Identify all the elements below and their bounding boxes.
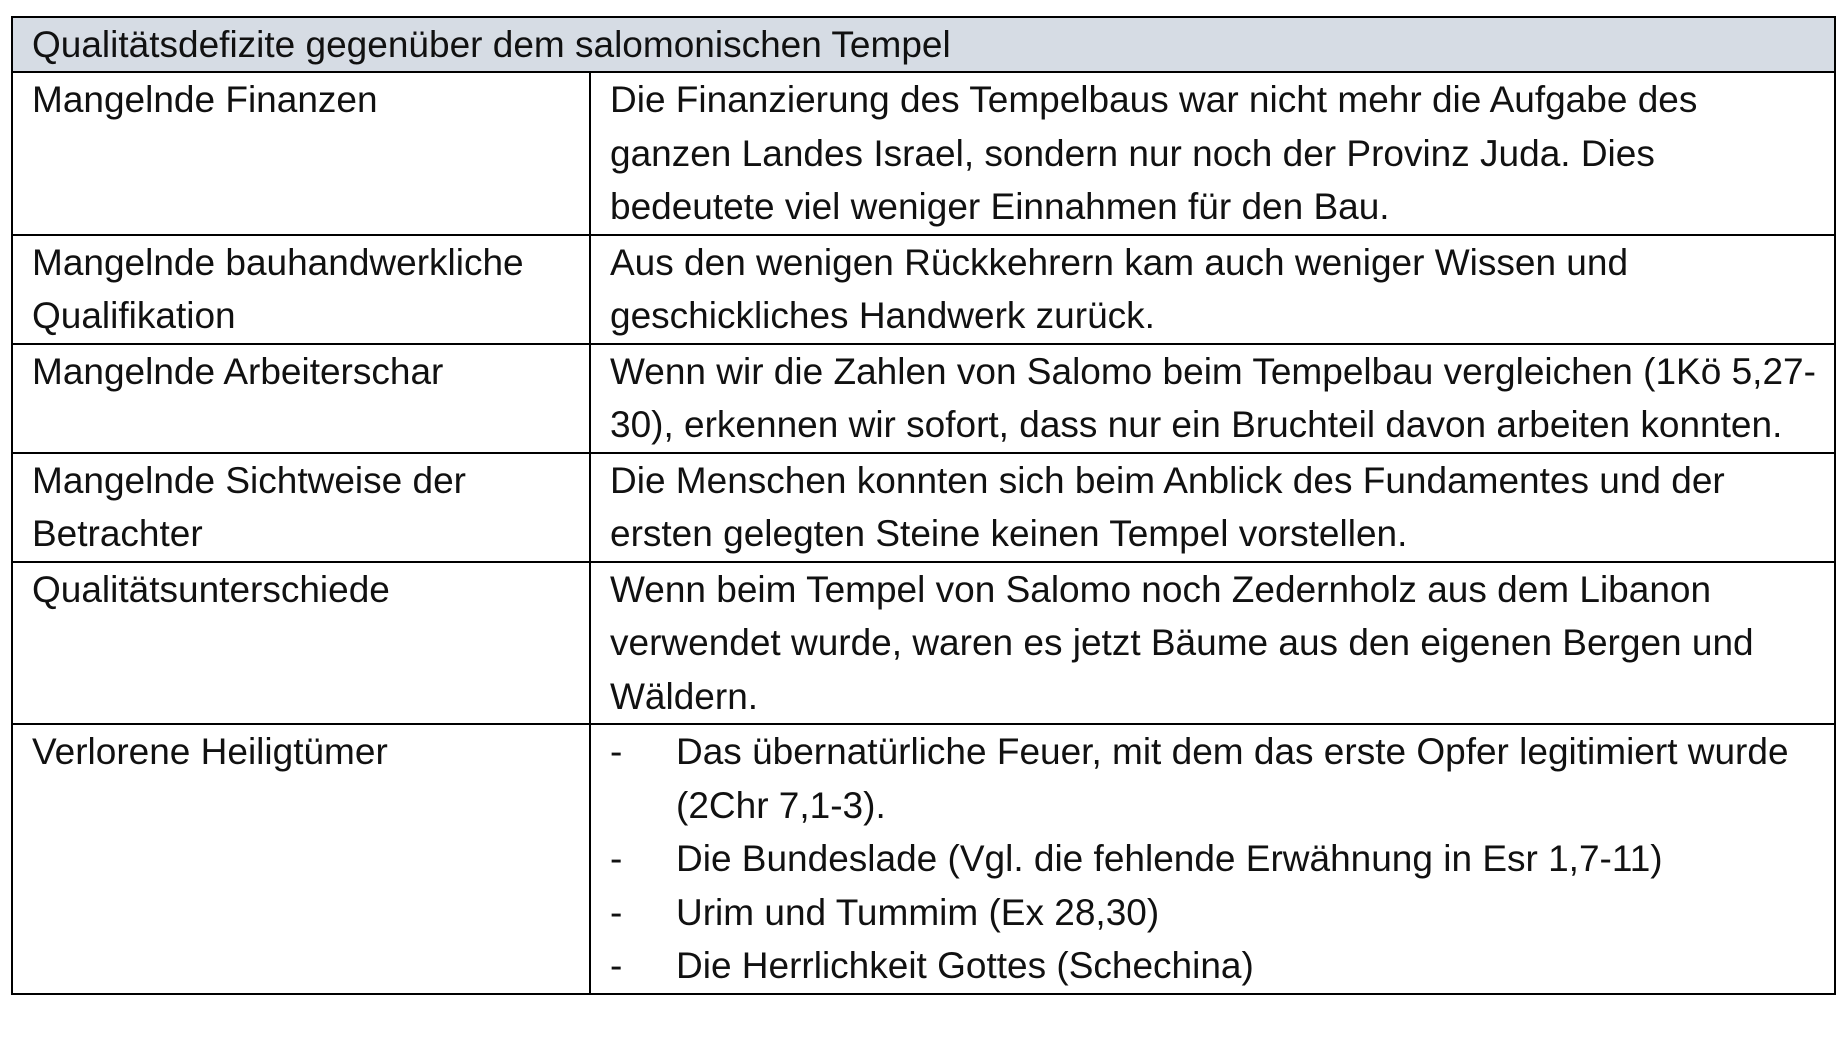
list-item-text: Das übernatürliche Feuer, mit dem das erste Opfer legitimiert wurde (2Chr 7,1-3). [676, 731, 1789, 826]
table-row [12, 72, 1835, 235]
row-label: Verlorene Heiligtümer [12, 724, 590, 994]
table-row [12, 235, 1835, 344]
table-title: Qualitätsdefizite gegenüber dem salomonischen Tempel [12, 17, 1835, 72]
row-label: Mangelnde Arbeiterschar [12, 344, 590, 453]
table-row [12, 562, 1835, 725]
list-item [610, 886, 1816, 940]
row-description [590, 724, 1835, 994]
table-header-row [12, 17, 1835, 72]
row-label: Mangelnde bauhandwerkliche Qualifikation [12, 235, 590, 344]
list-item-text: Urim und Tummim (Ex 28,30) [676, 891, 1160, 933]
list-dash: - [610, 945, 623, 986]
list-item [610, 832, 1816, 886]
list-dash: - [610, 838, 623, 879]
row-label: Qualitätsunterschiede [12, 562, 590, 725]
quality-deficits-table [11, 16, 1836, 995]
list-item-text: Die Herrlichkeit Gottes (Schechina) [676, 945, 1254, 986]
row-description: Die Finanzierung des Tempelbaus war nicht mehr die Aufgabe des ganzen Landes Israel, sondern nur noch der Provinz Juda. Dies bedeutete viel weniger Einnahmen für den Bau. [590, 72, 1835, 235]
table-row [12, 344, 1835, 453]
row-label: Mangelnde Sichtweise der Betrachter [12, 453, 590, 562]
lost-relics-list [610, 725, 1816, 993]
list-item [610, 939, 1816, 993]
row-description: Wenn wir die Zahlen von Salomo beim Tempelbau vergleichen (1Kö 5,27-30), erkennen wir sofort, dass nur ein Bruchteil davon arbeiten konnten. [590, 344, 1835, 453]
list-dash: - [610, 891, 623, 933]
row-description: Aus den wenigen Rückkehrern kam auch weniger Wissen und geschickliches Handwerk zurück. [590, 235, 1835, 344]
list-item-text: Die Bundeslade (Vgl. die fehlende Erwähnung in Esr 1,7-11) [676, 838, 1663, 879]
row-description: Die Menschen konnten sich beim Anblick des Fundamentes und der ersten gelegten Steine keinen Tempel vorstellen. [590, 453, 1835, 562]
table-row [12, 453, 1835, 562]
row-description: Wenn beim Tempel von Salomo noch Zedernholz aus dem Libanon verwendet wurde, waren es jetzt Bäume aus den eigenen Bergen und Wäldern. [590, 562, 1835, 725]
list-item [610, 725, 1816, 832]
table-row [12, 724, 1835, 994]
list-dash: - [610, 731, 623, 772]
row-label: Mangelnde Finanzen [12, 72, 590, 235]
